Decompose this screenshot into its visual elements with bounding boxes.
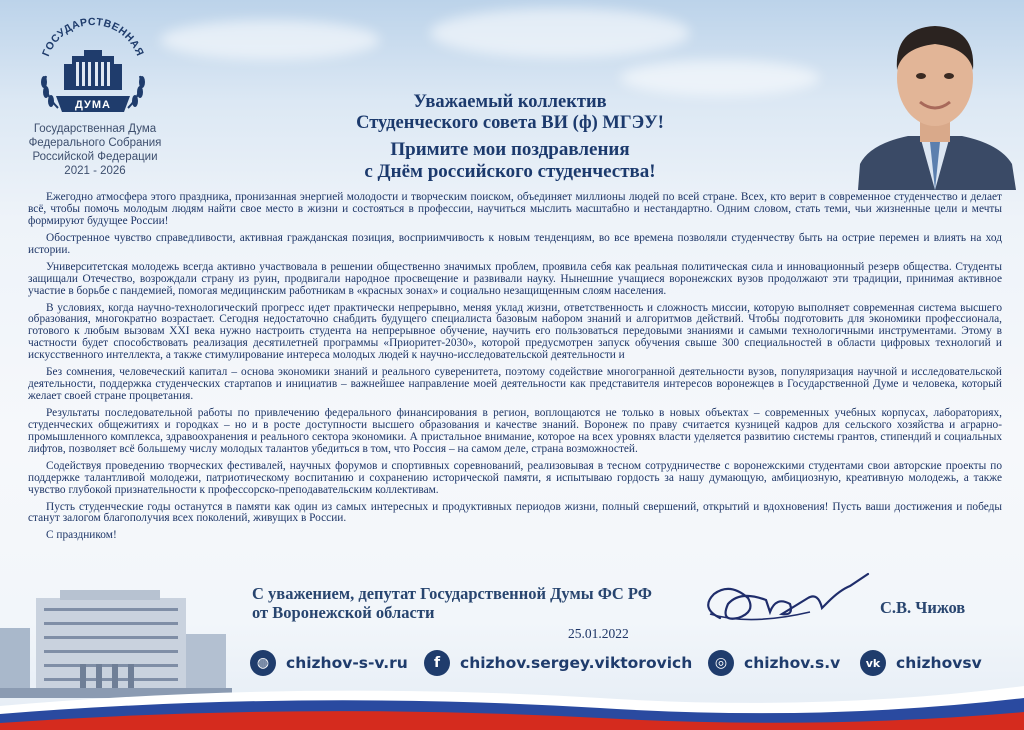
paragraph: Содействуя проведению творческих фестивалей, научных форумов и спортивных соревнований, реализовывая в тесном сотрудничестве с воронежскими студентами свои авторские проекты по поддержке талантливой молодежи, патриотическому воспитанию и сохранению исторической памяти, я испытываю гордость за нашу думающую, амбициозную, креативную молодежь, а также чувство глубокой признательности к профессорско-преподавательским коллективам. xyxy=(28,459,1002,496)
paragraph: Университетская молодежь всегда активно участвовала в решении общественно значимых проблем, проявила себя как реальная политическая сила и инновационный резерв общества. Студенты защищали Отечество, возрождали страну из руин, продвигали народное просвещение и развивали науку. Нынешние учащиеся воронежских вузов продолжают эти традиции, принимая активное участие в борьбе с пандемией, помогая медицинским работникам в «красных зонах» и социально незащищенным слоям населения. xyxy=(28,260,1002,297)
paragraph: В условиях, когда научно-технологический прогресс идет практически непрерывно, меняя уклад жизни, ответственность и сложность миссии, которую выполняет современная система высшего образования, многократно возрастает. Сегодня недостаточно снабдить будущего специалиста базовым набором знаний и алгоритмов действий. Чтобы подготовить для экономики профессионала, готового к любым вызовам XXI века нужно настроить студента на непрерывное обучение, научить его пользоваться передовыми знаниями и самыми технологичными инструментами. Этому в частности будет способствовать реализация десятилетней программы «Приоритет-2030», которой предусмотрен запуск обучения свыше 300 специальностей в области цифровых технологий и искусственного интеллекта, а также стимулирование интереса молодых людей к научно-исследовательской деятельности и xyxy=(28,301,1002,362)
state-duma-emblem xyxy=(28,12,158,120)
social-handle[interactable]: chizhov.sergey.viktorovich xyxy=(460,654,693,672)
instagram-icon: ◎ xyxy=(708,650,734,676)
paragraph: Обостренное чувство справедливости, активная гражданская позиция, восприимчивость к новым тенденциям, во все времена позволяли студенчеству быть на острие перемен и влиять на ход истории. xyxy=(28,231,1002,256)
social-instagram[interactable] xyxy=(708,646,840,680)
greeting-line: Уважаемый коллектив xyxy=(413,92,607,112)
caption-years: 2021 - 2026 xyxy=(64,165,126,177)
svg-text:ГОСУДАРСТВЕННАЯ: ГОСУДАРСТВЕННАЯ xyxy=(40,15,146,59)
signature-region: от Воронежской области xyxy=(252,603,435,622)
handwritten-signature xyxy=(690,568,880,638)
social-vk[interactable] xyxy=(860,646,982,680)
closing-greeting: С праздником! xyxy=(46,529,117,542)
letter-date: 25.01.2022 xyxy=(568,626,629,641)
duma-caption xyxy=(20,122,170,178)
signature-block xyxy=(252,584,652,622)
letter-body xyxy=(28,192,1002,547)
social-facebook[interactable] xyxy=(424,646,692,680)
facebook-icon: f xyxy=(424,650,450,676)
cloud xyxy=(160,20,380,60)
signatory-name: С.В. Чижов xyxy=(880,598,966,617)
paragraph: Пусть студенческие годы останутся в памяти как один из самых интересных и продуктивных периодов жизни, полный свершений, открытий и вдохновения! Пусть ваши достижения и победы станут залогом благополучия всех поколений, живущих в России. xyxy=(28,500,1002,525)
caption-line: Федерального Собрания xyxy=(28,137,162,149)
greeting-line: Студенческого совета ВИ (ф) МГЭУ! xyxy=(356,113,664,133)
congrats-line: с Днём российского студенчества! xyxy=(364,161,656,182)
social-handle[interactable]: chizhov-s-v.ru xyxy=(286,654,408,672)
social-website[interactable] xyxy=(250,646,408,680)
social-links xyxy=(250,646,1020,680)
caption-line: Государственная Дума xyxy=(33,123,157,135)
letter-header xyxy=(200,92,820,183)
paragraph: Без сомнения, человеческий капитал – основа экономики знаний и реального суверенитета, поэтому содействие многогранной деятельности вузов, популяризация научной и исследовательской деятельности, поддержка студенческих стартапов и инициатив – важнейшее направление моей деятельности как представителя интересов воронежцев в Государственной Думе и человека, который желает своей стране процветания. xyxy=(28,366,1002,402)
cloud xyxy=(620,60,820,96)
svg-text:ДУМА: ДУМА xyxy=(75,99,111,111)
vk-icon: vk xyxy=(860,650,886,676)
caption-line: Российской Федерации xyxy=(32,151,158,163)
deputy-portrait xyxy=(850,4,1020,190)
globe-icon: ◍ xyxy=(250,650,276,676)
paragraph: Результаты последовательной работы по привлечению федерального финансирования в регион, воплощаются не только в новых объектах – современных учебных корпусах, лабораториях, студенческих общежитиях и городках – но и в росте доступности высшего образования и качестве знаний. Воронеж по праву считается кузницей кадров для сельского хозяйства и аграрно-промышленного комплекса, здравоохранения и реального сектора экономики. А пристальное внимание, которое на всех уровнях власти уделяется развитию системы грантов, стипендий и социальных лифтов, позволяет всё большему числу молодых талантов убедиться в том, что Россия – на самом деле, страна возможностей. xyxy=(28,406,1002,455)
cloud xyxy=(430,8,690,58)
social-handle[interactable]: chizhovsv xyxy=(896,654,982,672)
russian-flag-wave xyxy=(0,676,1024,730)
paragraph: Ежегодно атмосфера этого праздника, пронизанная энергией молодости и творческим поиском, объединяет миллионы людей по всей стране. Всех, кто верит в современное студенчество и делает всё, чтобы помочь молодым людям найти свое место в жизни и состояться в профессии, научиться мыслить масштабно и нестандартно. Одним словом, стать теми, чьи жизненные цели и мечты формируют будущее России! xyxy=(28,191,1002,227)
congrats-line: Примите мои поздравления xyxy=(390,139,630,160)
signature-title: С уважением, депутат Государственной Думы ФС РФ xyxy=(252,584,652,603)
social-handle[interactable]: chizhov.s.v xyxy=(744,654,841,672)
